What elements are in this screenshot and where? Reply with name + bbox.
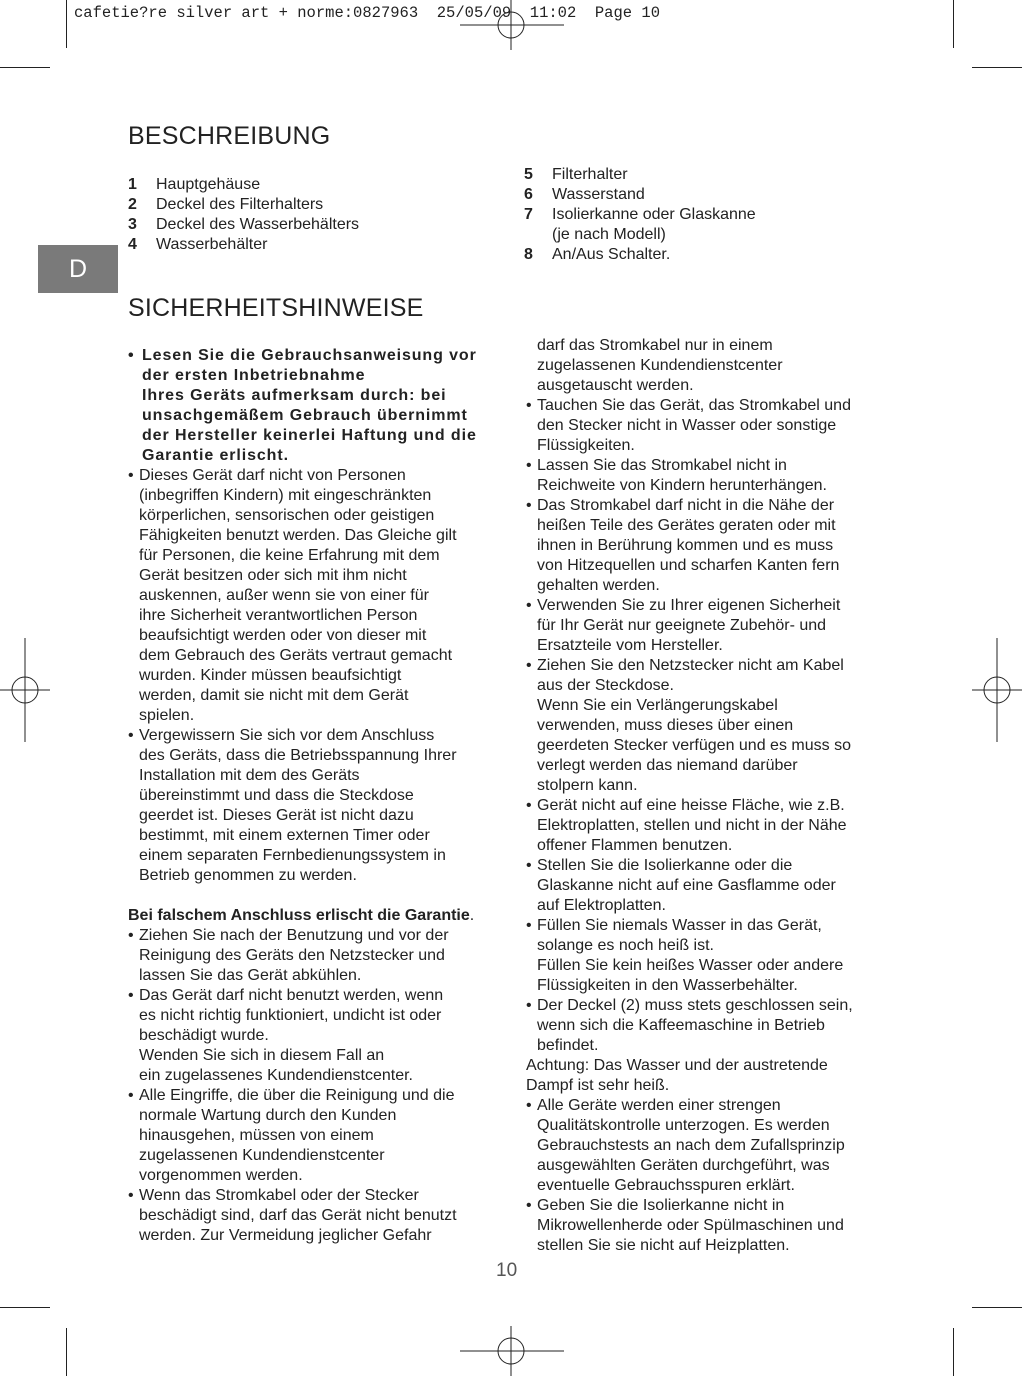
text-line: eventuelle Gebrauchsspuren erklärt. (537, 1177, 795, 1194)
text-line: übereinstimmt und dass die Steckdose (139, 787, 414, 804)
crop-mark (0, 67, 50, 68)
text-line: Fähigkeiten benutzt werden. Das Gleiche gilt (139, 527, 457, 544)
text-line: befindet. (537, 1037, 599, 1054)
text-line: Der Deckel (2) muss stets geschlossen sein, (537, 997, 853, 1014)
bullet-item (526, 1096, 896, 1196)
text-line: Qualitätskontrolle unterzogen. Es werden (537, 1117, 830, 1134)
parts-list-left (128, 175, 488, 255)
bullet-text (537, 796, 896, 856)
text-line: stellen Sie sie nicht auf Heizplatten. (537, 1237, 790, 1254)
text-line: (inbegriffen Kindern) mit eingeschränkten (139, 487, 432, 504)
text-line: wenn sich die Kaffeemaschine in Betrieb (537, 1017, 825, 1034)
safety-list-right-a (526, 396, 896, 1056)
part-item (524, 185, 904, 205)
bullet-text (537, 396, 896, 456)
text-line: beschädigt sind, darf das Gerät nicht benutzt (139, 1207, 457, 1224)
text-line: Geben Sie die Isolierkanne nicht in (537, 1197, 785, 1214)
bullet-text (537, 1096, 896, 1196)
text-line: Gebrauchstests an nach dem Zufallsprinzip (537, 1137, 845, 1154)
part-number: 4 (128, 236, 137, 253)
part-number: 7 (524, 206, 533, 223)
part-item (128, 235, 488, 255)
language-tab: D (38, 245, 118, 293)
bullet-item (526, 396, 896, 456)
text-line: wurden. Kinder müssen beaufsichtigt (139, 667, 402, 684)
safety-heading: SICHERHEITSHINWEISE (128, 294, 424, 322)
safety-column-left (128, 346, 508, 1246)
bullet-glyph: • (128, 927, 134, 944)
part-label: (je nach Modell) (552, 226, 666, 243)
bullet-glyph: • (128, 727, 134, 744)
text-line: gehalten werden. (537, 577, 660, 594)
bullet-glyph: • (526, 997, 532, 1014)
part-number: 6 (524, 186, 533, 203)
bullet-item (526, 796, 896, 856)
text-line: für Personen, die keine Erfahrung mit dem (139, 547, 440, 564)
caution-line: Dampf ist sehr heiß. (526, 1077, 670, 1094)
bullet-text (537, 596, 896, 656)
registration-mark-bottom (460, 1326, 564, 1376)
part-label: Deckel des Wasserbehälters (156, 216, 360, 233)
text-line: Füllen Sie kein heißes Wasser oder andere (537, 957, 844, 974)
print-slug: cafetie?re silver art + norme:0827963 25/05/09 11:02 Page 10 (74, 4, 660, 22)
bullet-text (139, 466, 508, 726)
warning-line: unsachgemäßem Gebrauch übernimmt (142, 407, 468, 424)
text-line: Wenn das Stromkabel oder der Stecker (139, 1187, 419, 1204)
text-line: Alle Eingriffe, die über die Reinigung und die (139, 1087, 455, 1104)
part-label: Hauptgehäuse (156, 176, 261, 193)
text-line: Elektroplatten, stellen und nicht in der Nähe (537, 817, 847, 834)
text-line: hinausgehen, müssen von einem (139, 1127, 374, 1144)
text-line: Füllen Sie niemals Wasser in das Gerät, (537, 917, 822, 934)
bullet-item (128, 1086, 508, 1186)
text-line: dem Gebrauch des Geräts vertraut gemacht (139, 647, 453, 664)
part-item (524, 245, 904, 265)
part-item (524, 225, 904, 245)
bullet-item (526, 856, 896, 916)
text-line: Ersatzteile vom Hersteller. (537, 637, 723, 654)
text-line: Betrieb genommen zu werden. (139, 867, 357, 884)
crop-mark (953, 0, 954, 48)
text-line: es nicht richtig funktioniert, undicht ist oder (139, 1007, 442, 1024)
bullet-glyph: • (128, 1187, 134, 1204)
registration-mark-top (460, 0, 564, 50)
text-line: Lassen Sie das Stromkabel nicht in (537, 457, 787, 474)
page-number: 10 (496, 1260, 518, 1281)
bullet-glyph: • (526, 457, 532, 474)
crop-mark (66, 0, 67, 48)
text-line: Verwenden Sie zu Ihrer eigenen Sicherheit (537, 597, 841, 614)
bullet-glyph: • (526, 797, 532, 814)
text-line: beschädigt wurde. (139, 1027, 269, 1044)
crop-mark (66, 1328, 67, 1376)
registration-mark-right (972, 638, 1022, 742)
bullet-text (537, 456, 896, 496)
text-line: von Hitzequellen und scharfen Kanten fern (537, 557, 840, 574)
bullet-glyph: • (526, 917, 532, 934)
bullet-item (128, 1186, 508, 1246)
text-line: Das Gerät darf nicht benutzt werden, wenn (139, 987, 444, 1004)
text-line: Glaskanne nicht auf eine Gasflamme oder (537, 877, 836, 894)
text-line: geerdet ist. Dieses Gerät ist nicht dazu (139, 807, 414, 824)
caution-line: Achtung: Das Wasser und der austretende (526, 1057, 828, 1074)
text-line: Gerät besitzen oder sich mit ihm nicht (139, 567, 407, 584)
bullet-item (526, 656, 896, 796)
part-item (128, 175, 488, 195)
text-line: Wenn Sie ein Verlängerungskabel (537, 697, 778, 714)
bullet-text (139, 1086, 508, 1186)
bullet-text (537, 856, 896, 916)
bullet-glyph: • (526, 597, 532, 614)
part-label: Wasserbehälter (156, 236, 268, 253)
text-line: ausgetauscht werden. (537, 377, 694, 394)
bullet-item (526, 916, 896, 996)
part-item (128, 215, 488, 235)
guarantee-note-text: Bei falschem Anschluss erlischt die Garantie (128, 907, 470, 924)
registration-mark-left (0, 638, 50, 742)
text-line: zugelassenen Kundendienstcenter (537, 357, 783, 374)
text-line: Flüssigkeiten in den Wasserbehälter. (537, 977, 798, 994)
bullet-item (128, 986, 508, 1086)
text-line: stolpern kann. (537, 777, 638, 794)
part-number: 8 (524, 246, 533, 263)
bullet-item (128, 926, 508, 986)
text-line: Flüssigkeiten. (537, 437, 635, 454)
text-line: Tauchen Sie das Gerät, das Stromkabel und (537, 397, 851, 414)
bullet-text (537, 996, 896, 1056)
text-line: darf das Stromkabel nur in einem (537, 337, 773, 354)
warning-line: Lesen Sie die Gebrauchsanweisung vor (142, 347, 477, 364)
text-line: ein zugelassenes Kundendienstcenter. (139, 1067, 413, 1084)
text-line: Installation mit dem des Geräts (139, 767, 360, 784)
text-line: werden, damit sie nicht mit dem Gerät (139, 687, 409, 704)
text-line: ihnen in Berührung kommen und es muss (537, 537, 834, 554)
bullet-text (537, 916, 896, 996)
text-line: Ziehen Sie nach der Benutzung und vor der (139, 927, 449, 944)
bullet-glyph: • (526, 657, 532, 674)
bullet-glyph: • (526, 497, 532, 514)
text-line: bestimmt, mit einem externen Timer oder (139, 827, 430, 844)
text-line: Dieses Gerät darf nicht von Personen (139, 467, 406, 484)
text-line: Reinigung des Geräts den Netzstecker und (139, 947, 445, 964)
warning-block (128, 346, 508, 466)
part-number: 3 (128, 216, 137, 233)
text-line: Ziehen Sie den Netzstecker nicht am Kabel (537, 657, 844, 674)
text-line: für Ihr Gerät nur geeignete Zubehör- und (537, 617, 827, 634)
bullet-item (526, 996, 896, 1056)
bullet-text (537, 496, 896, 596)
bullet-glyph: • (128, 347, 135, 364)
warning-text (139, 346, 508, 466)
bullet-glyph: • (526, 857, 532, 874)
bullet-item (128, 466, 508, 726)
text-line: spielen. (139, 707, 195, 724)
text-line: verlegt werden das niemand darüber (537, 757, 798, 774)
text-line: vorgenommen werden. (139, 1167, 303, 1184)
text-line: Wenden Sie sich in diesem Fall an (139, 1047, 385, 1064)
continuation-text (526, 336, 896, 396)
warning-line: Garantie erlischt. (142, 447, 289, 464)
text-line: Reichweite von Kindern herunterhängen. (537, 477, 827, 494)
text-line: einem separaten Fernbedienungssystem in (139, 847, 446, 864)
warning-line: der Hersteller keinerlei Haftung und die (142, 427, 477, 444)
bullet-glyph: • (526, 1197, 532, 1214)
text-line: auskennen, außer wenn sie von einer für (139, 587, 429, 604)
bullet-text (139, 726, 508, 886)
text-line: des Geräts, dass die Betriebsspannung Ihrer (139, 747, 457, 764)
crop-mark (972, 67, 1022, 68)
warning-line: Ihres Geräts aufmerksam durch: bei (142, 387, 447, 404)
text-line: aus der Steckdose. (537, 677, 674, 694)
text-line: Vergewissern Sie sich vor dem Anschluss (139, 727, 435, 744)
parts-list-right (524, 165, 904, 265)
safety-list-left-a (128, 466, 508, 886)
part-item (128, 195, 488, 215)
text-line: ihre Sicherheit verantwortlichen Person (139, 607, 418, 624)
text-line: zugelassenen Kundendienstcenter (139, 1147, 385, 1164)
part-label: An/Aus Schalter. (552, 246, 671, 263)
text-line: Stellen Sie die Isolierkanne oder die (537, 857, 793, 874)
text-line: den Stecker nicht in Wasser oder sonstige (537, 417, 837, 434)
part-number: 2 (128, 196, 137, 213)
bullet-glyph: • (526, 397, 532, 414)
guarantee-note (128, 906, 508, 926)
text-line: ausgewählten Geräten durchgeführt, was (537, 1157, 830, 1174)
safety-column-right (526, 336, 896, 1256)
bullet-text (537, 1196, 896, 1256)
text-line: werden. Zur Vermeidung jeglicher Gefahr (139, 1227, 432, 1244)
bullet-text (139, 926, 508, 986)
part-number: 5 (524, 166, 533, 183)
bullet-item (526, 496, 896, 596)
crop-mark (972, 1307, 1022, 1308)
bullet-item (526, 1196, 896, 1256)
text-line: Alle Geräte werden einer strengen (537, 1097, 781, 1114)
bullet-text (139, 986, 508, 1086)
bullet-item (526, 596, 896, 656)
text-line: Das Stromkabel darf nicht in die Nähe der (537, 497, 835, 514)
text-line: verwenden, muss dieses über einen (537, 717, 794, 734)
text-line: offener Flammen benutzen. (537, 837, 733, 854)
part-item (524, 165, 904, 185)
guarantee-note-period: . (469, 907, 475, 924)
crop-mark (953, 1328, 954, 1376)
text-line: normale Wartung durch den Kunden (139, 1107, 397, 1124)
bullet-item (526, 456, 896, 496)
text-line: beaufsichtigt werden oder von dieser mit (139, 627, 427, 644)
part-label: Wasserstand (552, 186, 645, 203)
text-line: solange es noch heiß ist. (537, 937, 714, 954)
bullet-glyph: • (128, 1087, 134, 1104)
text-line: lassen Sie das Gerät abkühlen. (139, 967, 362, 984)
part-number (524, 225, 552, 245)
bullet-text (537, 656, 896, 796)
caution-note (526, 1056, 896, 1096)
text-line: auf Elektroplatten. (537, 897, 666, 914)
bullet-text (139, 1186, 508, 1246)
part-label: Isolierkanne oder Glaskanne (552, 206, 756, 223)
bullet-glyph: • (526, 1097, 532, 1114)
safety-list-right-b (526, 1096, 896, 1256)
text-line: geerdeten Stecker verfügen und es muss so (537, 737, 851, 754)
part-item (524, 205, 904, 225)
warning-line: der ersten Inbetriebnahme (142, 367, 366, 384)
bullet-item (128, 726, 508, 886)
safety-list-left-b (128, 926, 508, 1246)
text-line: körperlichen, sensorischen oder geistigen (139, 507, 435, 524)
part-number: 1 (128, 176, 137, 193)
bullet-glyph: • (128, 467, 134, 484)
part-label: Deckel des Filterhalters (156, 196, 324, 213)
text-line: Mikrowellenherde oder Spülmaschinen und (537, 1217, 844, 1234)
text-line: Gerät nicht auf eine heisse Fläche, wie z.B. (537, 797, 845, 814)
bullet-glyph: • (128, 987, 134, 1004)
part-label: Filterhalter (552, 166, 628, 183)
text-line: heißen Teile des Gerätes geraten oder mit (537, 517, 836, 534)
crop-mark (0, 1307, 50, 1308)
description-heading: BESCHREIBUNG (128, 122, 331, 150)
